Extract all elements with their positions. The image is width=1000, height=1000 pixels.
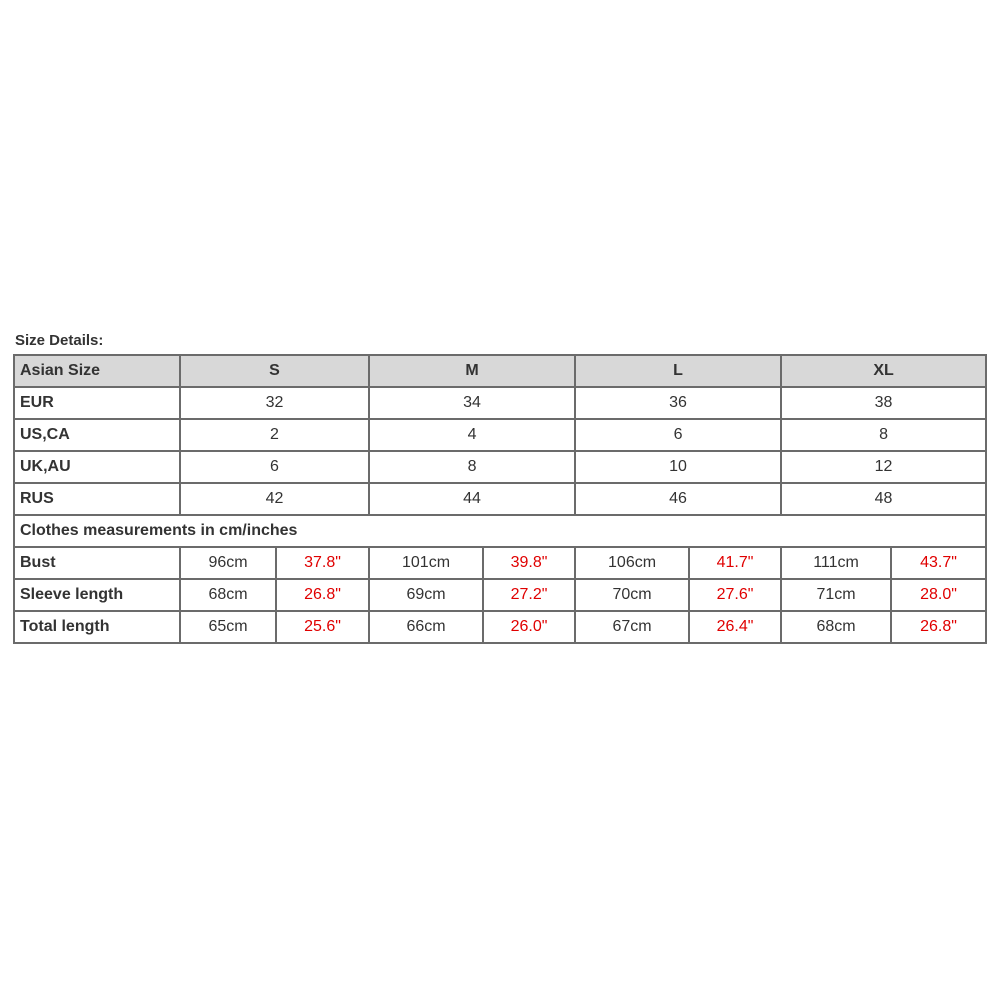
- size-cell: 32: [180, 387, 369, 419]
- size-chart-table: [13, 354, 987, 644]
- size-cell: 8: [369, 451, 575, 483]
- inch-cell: 26.4": [689, 611, 781, 643]
- size-cell: 36: [575, 387, 781, 419]
- size-header-l: L: [575, 355, 781, 387]
- size-cell: 4: [369, 419, 575, 451]
- table-row-sleeve-length: [14, 579, 986, 611]
- table-row-bust: [14, 547, 986, 579]
- inch-cell: 37.8": [276, 547, 369, 579]
- row-label: US,CA: [14, 419, 180, 451]
- measurements-heading: Clothes measurements in cm/inches: [14, 515, 986, 547]
- size-cell: 46: [575, 483, 781, 515]
- size-cell: 34: [369, 387, 575, 419]
- cm-cell: 69cm: [369, 579, 483, 611]
- table-row-uk-au: [14, 451, 986, 483]
- row-label: EUR: [14, 387, 180, 419]
- cm-cell: 101cm: [369, 547, 483, 579]
- inch-cell: 26.8": [891, 611, 986, 643]
- cm-cell: 68cm: [180, 579, 276, 611]
- cm-cell: 96cm: [180, 547, 276, 579]
- row-label: Total length: [14, 611, 180, 643]
- size-cell: 44: [369, 483, 575, 515]
- size-header-s: S: [180, 355, 369, 387]
- cm-cell: 65cm: [180, 611, 276, 643]
- inch-cell: 25.6": [276, 611, 369, 643]
- inch-cell: 26.8": [276, 579, 369, 611]
- cm-cell: 71cm: [781, 579, 891, 611]
- measurements-section-row: [14, 515, 986, 547]
- size-cell: 10: [575, 451, 781, 483]
- size-cell: 2: [180, 419, 369, 451]
- table-row-rus: [14, 483, 986, 515]
- table-header-row: [14, 355, 986, 387]
- row-label: UK,AU: [14, 451, 180, 483]
- inch-cell: 39.8": [483, 547, 575, 579]
- inch-cell: 41.7": [689, 547, 781, 579]
- inch-cell: 27.6": [689, 579, 781, 611]
- inch-cell: 43.7": [891, 547, 986, 579]
- row-label: Bust: [14, 547, 180, 579]
- cm-cell: 67cm: [575, 611, 689, 643]
- page-title: Size Details:: [15, 332, 104, 349]
- inch-cell: 27.2": [483, 579, 575, 611]
- size-header-xl: XL: [781, 355, 986, 387]
- cm-cell: 70cm: [575, 579, 689, 611]
- row-label: RUS: [14, 483, 180, 515]
- size-header-m: M: [369, 355, 575, 387]
- size-cell: 12: [781, 451, 986, 483]
- size-cell: 6: [575, 419, 781, 451]
- table-row-eur: [14, 387, 986, 419]
- cm-cell: 111cm: [781, 547, 891, 579]
- cm-cell: 106cm: [575, 547, 689, 579]
- cm-cell: 66cm: [369, 611, 483, 643]
- size-cell: 8: [781, 419, 986, 451]
- size-cell: 38: [781, 387, 986, 419]
- table-row-us-ca: [14, 419, 986, 451]
- size-cell: 48: [781, 483, 986, 515]
- header-label: Asian Size: [14, 355, 180, 387]
- inch-cell: 28.0": [891, 579, 986, 611]
- size-cell: 6: [180, 451, 369, 483]
- row-label: Sleeve length: [14, 579, 180, 611]
- table-row-total-length: [14, 611, 986, 643]
- cm-cell: 68cm: [781, 611, 891, 643]
- inch-cell: 26.0": [483, 611, 575, 643]
- size-cell: 42: [180, 483, 369, 515]
